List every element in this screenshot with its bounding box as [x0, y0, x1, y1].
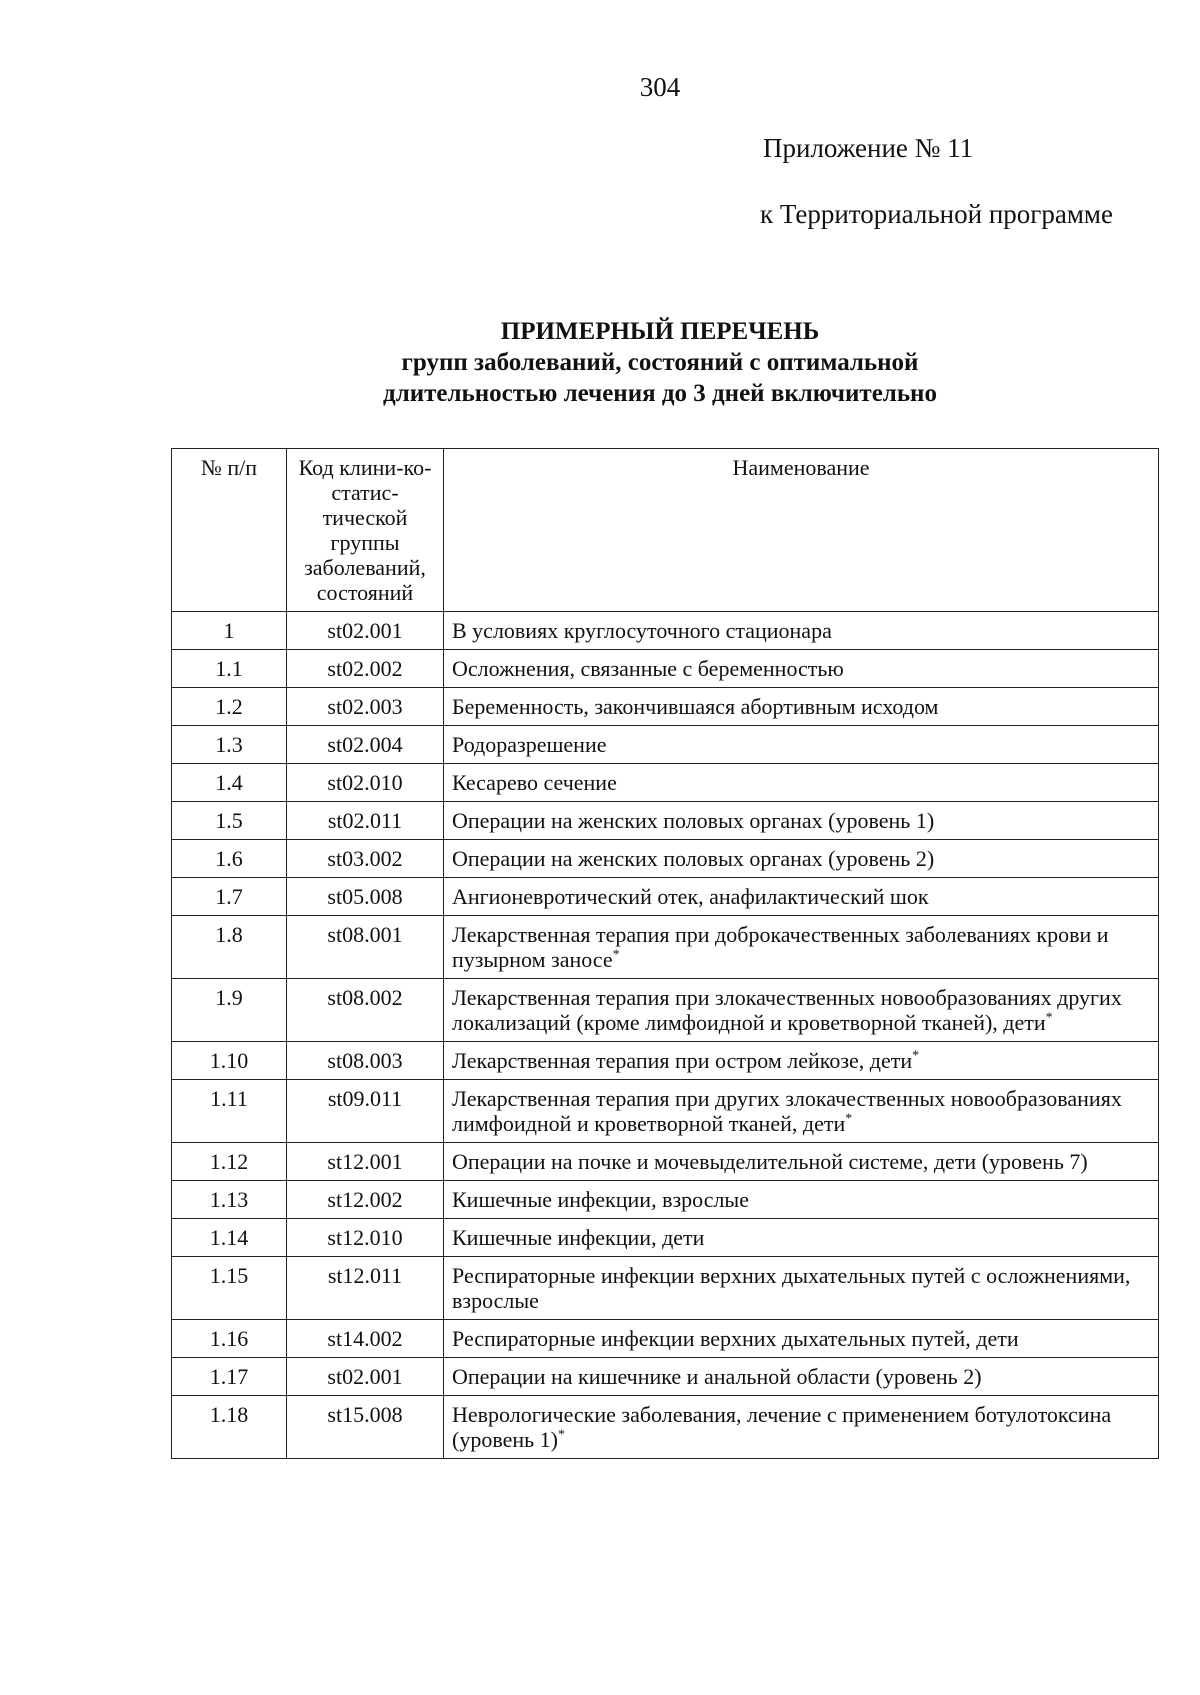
row-number: 1.4 — [172, 764, 287, 802]
table-row — [172, 1257, 1159, 1320]
row-name-cell — [444, 1080, 1159, 1143]
table-row — [172, 979, 1159, 1042]
table-row — [172, 650, 1159, 688]
title-line-3: длительностью лечения до 3 дней включительно — [383, 380, 937, 407]
row-number: 1.12 — [172, 1143, 287, 1181]
row-number: 1.11 — [172, 1080, 287, 1143]
row-number: 1.3 — [172, 726, 287, 764]
table-row — [172, 840, 1159, 878]
row-name-cell — [444, 1042, 1159, 1080]
footnote-marker: * — [1045, 1010, 1053, 1026]
table-row — [172, 612, 1159, 650]
footnote-marker: * — [845, 1111, 853, 1127]
row-name-cell — [444, 1320, 1159, 1358]
row-name-cell — [444, 878, 1159, 916]
footnote-marker: * — [912, 1048, 920, 1064]
row-name-cell — [444, 688, 1159, 726]
row-name: Лекарственная терапия при остром лейкозе, дети — [452, 1048, 913, 1073]
row-code: st15.008 — [287, 1396, 444, 1459]
row-name-cell — [444, 1396, 1159, 1459]
header-num: № п/п — [172, 449, 287, 612]
table-row — [172, 802, 1159, 840]
row-name-cell — [444, 1257, 1159, 1320]
row-name: Неврологические заболевания, лечение с применением ботулотоксина (уровень 1) — [452, 1402, 1112, 1452]
program-reference: к Территориальной программе — [760, 199, 1113, 229]
header-name: Наименование — [444, 449, 1159, 612]
row-name: Осложнения, связанные с беременностью — [452, 656, 844, 681]
row-code: st02.011 — [287, 802, 444, 840]
row-code: st08.001 — [287, 916, 444, 979]
row-code: st12.010 — [287, 1219, 444, 1257]
table-row — [172, 1042, 1159, 1080]
table-body — [172, 612, 1159, 1459]
row-name: Лекарственная терапия при злокачественных новообразованиях других локализаций (кроме лимфоидной и кроветворной тканей), дети — [452, 985, 1122, 1035]
title-line-2: групп заболеваний, состояний с оптимальной — [401, 349, 919, 376]
row-code: st02.001 — [287, 1358, 444, 1396]
document-title — [0, 316, 1200, 409]
table-row — [172, 1320, 1159, 1358]
footnote-marker: * — [557, 1427, 565, 1443]
appendix-label: Приложение № 11 — [763, 133, 974, 163]
row-number: 1.17 — [172, 1358, 287, 1396]
row-name-cell — [444, 1143, 1159, 1181]
table-row — [172, 916, 1159, 979]
row-number: 1.18 — [172, 1396, 287, 1459]
row-code: st05.008 — [287, 878, 444, 916]
row-name: Родоразрешение — [452, 732, 607, 757]
row-code: st03.002 — [287, 840, 444, 878]
table-row — [172, 1181, 1159, 1219]
row-name-cell — [444, 802, 1159, 840]
row-number: 1.8 — [172, 916, 287, 979]
row-code: st12.001 — [287, 1143, 444, 1181]
disease-groups-table — [171, 448, 1159, 1459]
table-row — [172, 1396, 1159, 1459]
row-number: 1 — [172, 612, 287, 650]
row-number: 1.1 — [172, 650, 287, 688]
row-name-cell — [444, 764, 1159, 802]
row-name: В условиях круглосуточного стационара — [452, 618, 832, 643]
row-number: 1.9 — [172, 979, 287, 1042]
row-code: st02.001 — [287, 612, 444, 650]
row-code: st02.002 — [287, 650, 444, 688]
row-number: 1.15 — [172, 1257, 287, 1320]
table-row — [172, 726, 1159, 764]
row-name: Операции на женских половых органах (уровень 2) — [452, 846, 935, 871]
row-name: Операции на кишечнике и анальной области (уровень 2) — [452, 1364, 982, 1389]
table-row — [172, 764, 1159, 802]
row-name: Кишечные инфекции, дети — [452, 1225, 705, 1250]
row-code: st02.010 — [287, 764, 444, 802]
row-name: Операции на женских половых органах (уровень 1) — [452, 808, 935, 833]
row-name: Операции на почке и мочевыделительной системе, дети (уровень 7) — [452, 1149, 1088, 1174]
row-name-cell — [444, 979, 1159, 1042]
row-code: st02.003 — [287, 688, 444, 726]
row-name: Респираторные инфекции верхних дыхательных путей с осложнениями, взрослые — [452, 1263, 1131, 1313]
row-number: 1.14 — [172, 1219, 287, 1257]
row-number: 1.5 — [172, 802, 287, 840]
row-name-cell — [444, 650, 1159, 688]
row-number: 1.2 — [172, 688, 287, 726]
row-code: st14.002 — [287, 1320, 444, 1358]
row-code: st02.004 — [287, 726, 444, 764]
page-number: 304 — [639, 72, 681, 102]
row-number: 1.10 — [172, 1042, 287, 1080]
row-name: Ангионевротический отек, анафилактический шок — [452, 884, 929, 909]
row-name-cell — [444, 612, 1159, 650]
row-name-cell — [444, 840, 1159, 878]
table-row — [172, 688, 1159, 726]
title-line-1: ПРИМЕРНЫЙ ПЕРЕЧЕНЬ — [500, 318, 820, 345]
row-name-cell — [444, 1181, 1159, 1219]
table-row — [172, 1143, 1159, 1181]
row-code: st12.011 — [287, 1257, 444, 1320]
row-name-cell — [444, 1219, 1159, 1257]
row-name: Кишечные инфекции, взрослые — [452, 1187, 749, 1212]
row-code: st09.011 — [287, 1080, 444, 1143]
row-name: Беременность, закончившаяся абортивным исходом — [452, 694, 939, 719]
row-name: Лекарственная терапия при доброкачественных заболеваниях крови и пузырном заносе — [452, 922, 1109, 972]
row-name: Лекарственная терапия при других злокачественных новообразованиях лимфоидной и кроветворной тканей, дети — [452, 1086, 1122, 1136]
header-code: Код клини-ко-статис-тической группы заболеваний, состояний — [287, 449, 444, 612]
row-name: Кесарево сечение — [452, 770, 617, 795]
table-row — [172, 1219, 1159, 1257]
row-name-cell — [444, 1358, 1159, 1396]
row-code: st08.003 — [287, 1042, 444, 1080]
row-number: 1.13 — [172, 1181, 287, 1219]
row-number: 1.7 — [172, 878, 287, 916]
row-name: Респираторные инфекции верхних дыхательных путей, дети — [452, 1326, 1019, 1351]
row-number: 1.16 — [172, 1320, 287, 1358]
table-row — [172, 878, 1159, 916]
table-row — [172, 1080, 1159, 1143]
row-name-cell — [444, 726, 1159, 764]
row-code: st08.002 — [287, 979, 444, 1042]
row-number: 1.6 — [172, 840, 287, 878]
table-header-row — [172, 449, 1159, 612]
table-row — [172, 1358, 1159, 1396]
footnote-marker: * — [612, 947, 620, 963]
row-name-cell — [444, 916, 1159, 979]
row-code: st12.002 — [287, 1181, 444, 1219]
